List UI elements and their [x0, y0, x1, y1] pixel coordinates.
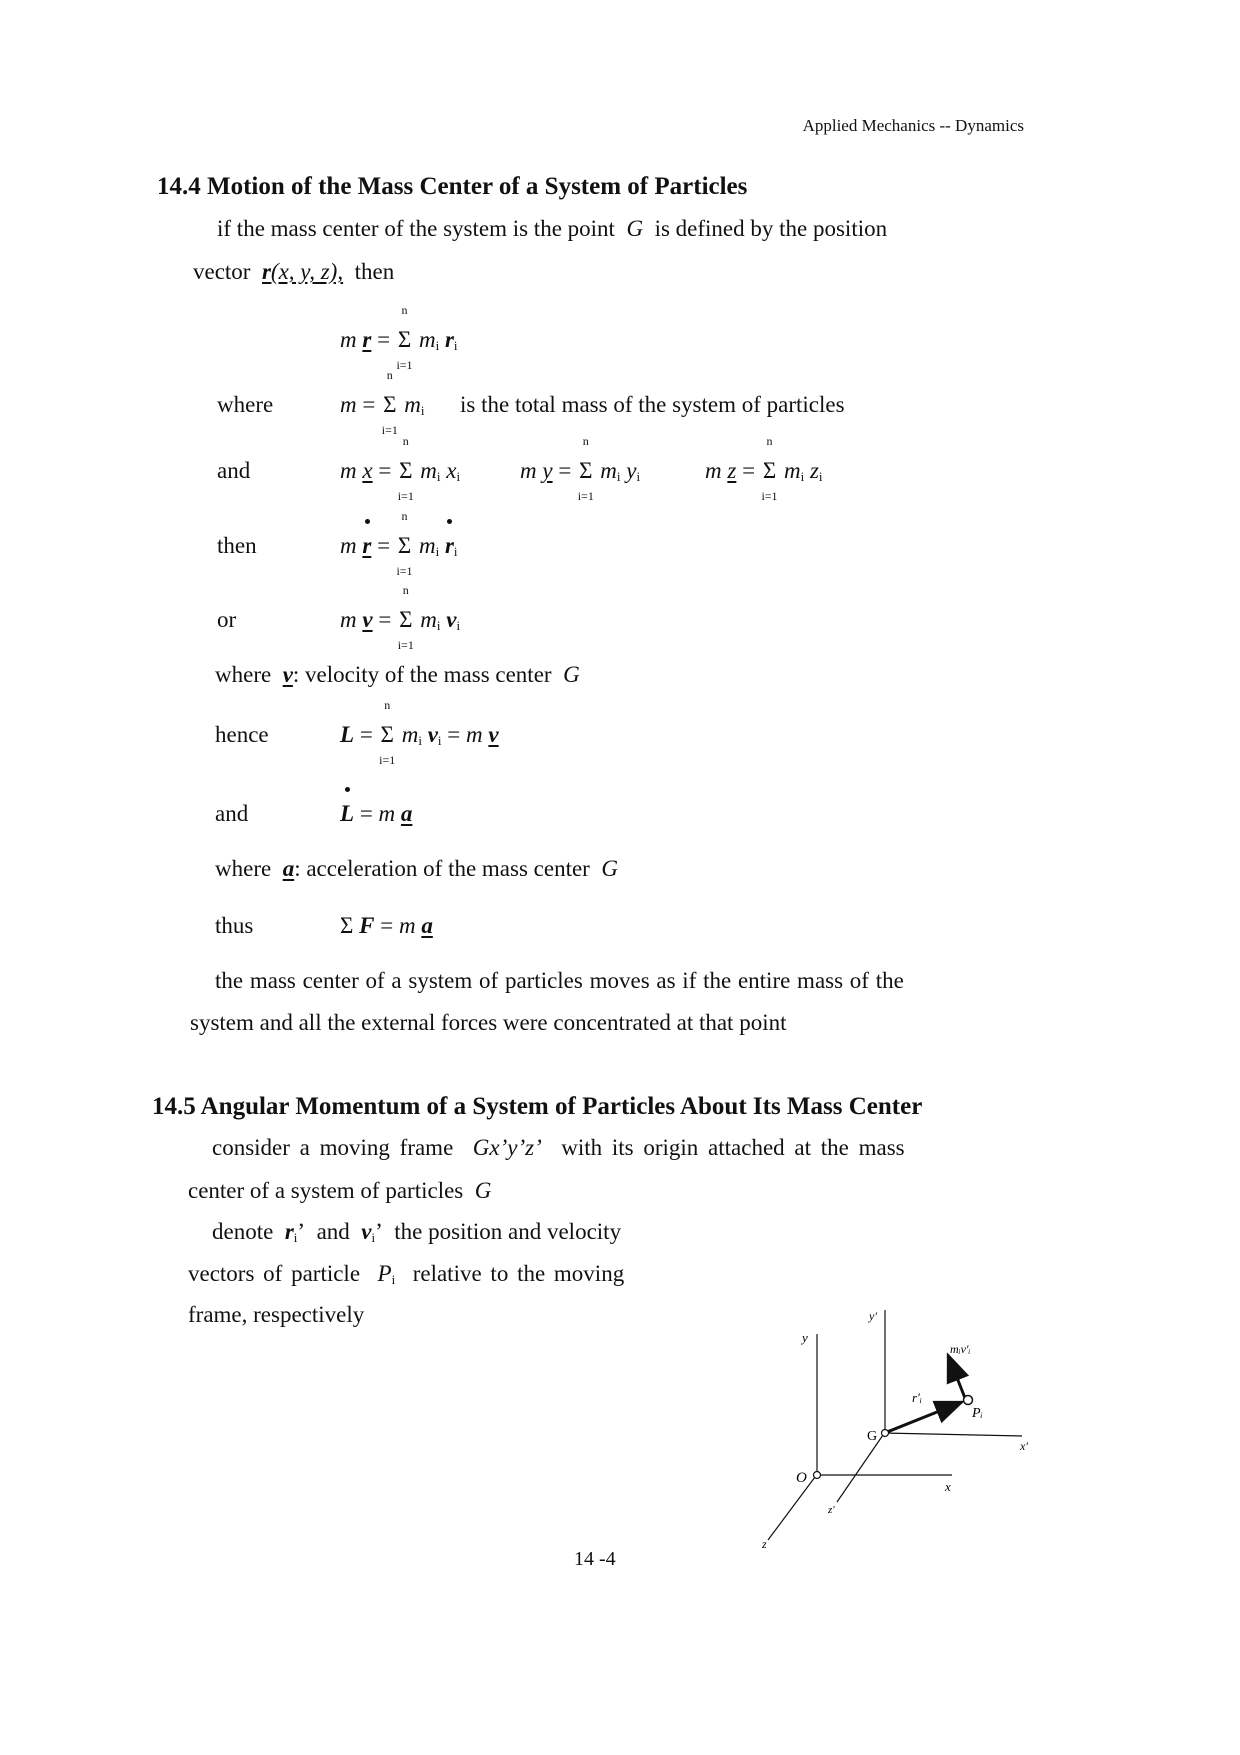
equation-my: m y = n Σ i=1 $m_i$ $y_i$: [520, 434, 641, 503]
mass-center-point: [882, 1430, 889, 1437]
momentum-vector-arrow: [948, 1355, 965, 1398]
label-and-2: and: [215, 801, 249, 826]
label-or: or: [217, 607, 237, 632]
equation-mass-center-velocity: m v = n Σ i=1 $m_i$ $v_i$: [340, 583, 461, 652]
paragraph-2-line-2: vectors of particle $P_i$ relative to the moving: [188, 1261, 625, 1287]
label-G: G: [867, 1429, 878, 1444]
label-then: then: [217, 533, 257, 558]
equation-momentum-rate: L = m a: [340, 801, 413, 826]
z-prime-axis: [837, 1435, 883, 1502]
label-z: z: [762, 1537, 767, 1550]
label-momentum: mᵢv′ᵢ: [950, 1342, 971, 1356]
label-hence: hence: [215, 722, 269, 747]
equation-mass-center-velocity-derivative: m r = n Σ i=1 $m_i$ $r_i$: [340, 509, 458, 578]
label-x: x: [945, 1479, 951, 1494]
z-axis: [768, 1477, 815, 1540]
label-and: and: [217, 458, 251, 483]
acceleration-definition: where a: acceleration of the mass center G: [215, 856, 618, 881]
conclusion-line-1: the mass center of a system of particles moves as if the entire mass of the: [215, 968, 904, 993]
page-number: 14 -4: [574, 1548, 616, 1570]
r-prime-vector-arrow: [887, 1402, 962, 1432]
paragraph-2-line-3: frame, respectively: [188, 1302, 365, 1327]
paragraph-1-line-1: consider a moving frame Gx’y’z’ with its origin attached at the mass: [212, 1135, 905, 1160]
section-heading-14-4: 14.4 Motion of the Mass Center of a System of Particles: [157, 173, 748, 200]
origin-point: [814, 1472, 821, 1479]
equation-mz: m z = n Σ i=1 $m_i$ $z_i$: [705, 434, 823, 503]
label-r-prime: r′ᵢ: [912, 1390, 922, 1405]
label-y: y: [802, 1330, 808, 1345]
equation-newton-second-law: Σ F = m a: [340, 913, 433, 938]
intro-line-1: if the mass center of the system is the point G is defined by the position: [217, 216, 888, 241]
running-header: Applied Mechanics -- Dynamics: [802, 116, 1024, 135]
conclusion-line-2: system and all the external forces were concentrated at that point: [190, 1010, 787, 1035]
particle-point: [964, 1396, 973, 1405]
label-x-prime: x′: [1020, 1439, 1028, 1453]
paragraph-1-line-2: center of a system of particles G: [188, 1178, 492, 1203]
paragraph-2-line-1: denote $r_i$’ and $v_i$’ the position and velocity: [212, 1219, 622, 1245]
x-prime-axis: [885, 1433, 1022, 1436]
velocity-definition: where v: velocity of the mass center G: [215, 662, 580, 687]
section-heading-14-5: 14.5 Angular Momentum of a System of Particles About Its Mass Center: [152, 1093, 923, 1120]
equation-linear-momentum: L = n Σ i=1 $m_i$ $v_i = m$ v: [340, 698, 499, 767]
total-mass-note: is the total mass of the system of particles: [460, 392, 845, 417]
label-thus: thus: [215, 913, 254, 938]
label-P: Pᵢ: [972, 1406, 983, 1421]
equation-mass-center-position: m r = n Σ i=1 $m_i$ $r_i$: [340, 303, 458, 372]
moving-frame-diagram: [740, 1290, 1040, 1550]
label-z-prime: z′: [828, 1504, 835, 1516]
equation-mx: m x = n Σ i=1 $m_i$ $x_i$: [340, 434, 461, 503]
equation-total-mass: m = n Σ i=1 $m_i$: [340, 368, 425, 437]
label-O: O: [796, 1470, 807, 1486]
label-where: where: [217, 392, 274, 417]
intro-line-2: vector r(x, y, z), then: [193, 259, 395, 284]
label-y-prime: y′: [869, 1309, 877, 1323]
